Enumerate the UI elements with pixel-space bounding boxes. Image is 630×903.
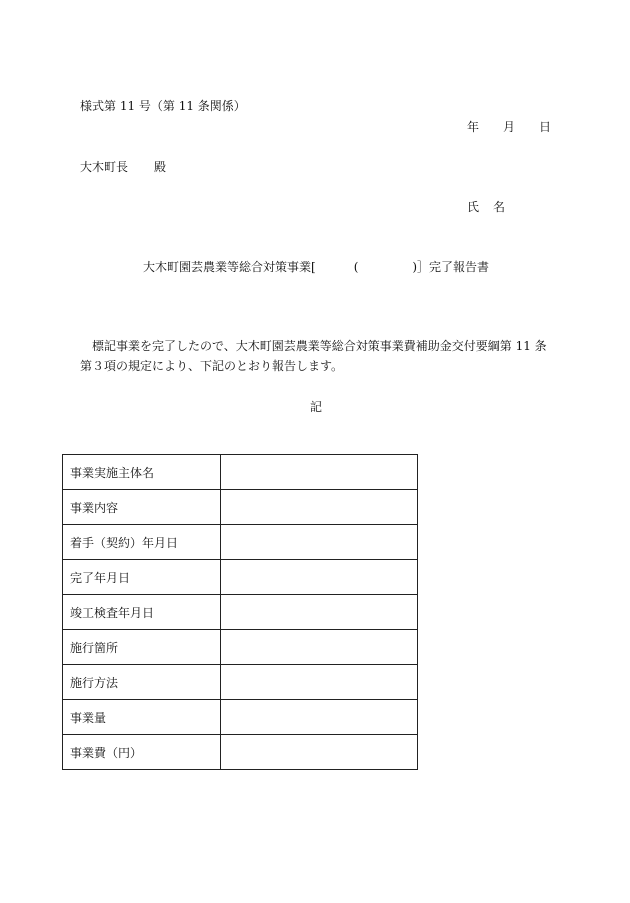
table-row [63,525,418,560]
table-row [63,490,418,525]
form-number: 様式第 11 号（第 11 条関係） [80,99,246,113]
row-label: 施行箇所 [63,630,221,665]
body-line-2: 第３項の規定により、下記のとおり報告します。 [80,359,344,373]
table-row [63,455,418,490]
title-part-1: 大木町園芸農業等総合対策事業[ [143,260,316,274]
applicant-mei: 名 [493,200,506,214]
addressee-honorific: 殿 [154,160,167,174]
date-line [467,118,551,135]
body-line-1 [80,336,547,356]
row-value[interactable] [221,700,418,735]
row-value[interactable] [221,630,418,665]
row-label: 施行方法 [63,665,221,700]
row-label: 事業費（円） [63,735,221,770]
applicant-shi: 氏 [467,200,480,214]
report-table [62,454,418,770]
row-label: 事業量 [63,700,221,735]
row-label: 事業内容 [63,490,221,525]
date-year-label: 年 [467,120,480,134]
date-day-label: 日 [539,120,552,134]
row-label: 着手（契約）年月日 [63,525,221,560]
row-label: 完了年月日 [63,560,221,595]
body-text [80,336,547,376]
table-row [63,665,418,700]
title-part-2: ( [353,260,359,274]
ki-heading: 記 [310,400,323,414]
row-label: 竣工検査年月日 [63,595,221,630]
document-title [143,258,489,275]
applicant-name-line [467,198,505,215]
row-value[interactable] [221,595,418,630]
table-row [63,630,418,665]
table-row [63,595,418,630]
row-value[interactable] [221,490,418,525]
title-part-3: )］完了報告書 [412,260,490,274]
addressee [80,158,166,175]
table-row [63,735,418,770]
row-value[interactable] [221,525,418,560]
date-month-label: 月 [503,120,516,134]
table-row [63,700,418,735]
body-line-1-text: 標記事業を完了したので、大木町園芸農業等総合対策事業費補助金交付要綱第 11 条 [92,339,547,353]
row-value[interactable] [221,455,418,490]
row-label: 事業実施主体名 [63,455,221,490]
row-value[interactable] [221,665,418,700]
row-value[interactable] [221,735,418,770]
row-value[interactable] [221,560,418,595]
addressee-name: 大木町長 [80,160,129,174]
table-row [63,560,418,595]
